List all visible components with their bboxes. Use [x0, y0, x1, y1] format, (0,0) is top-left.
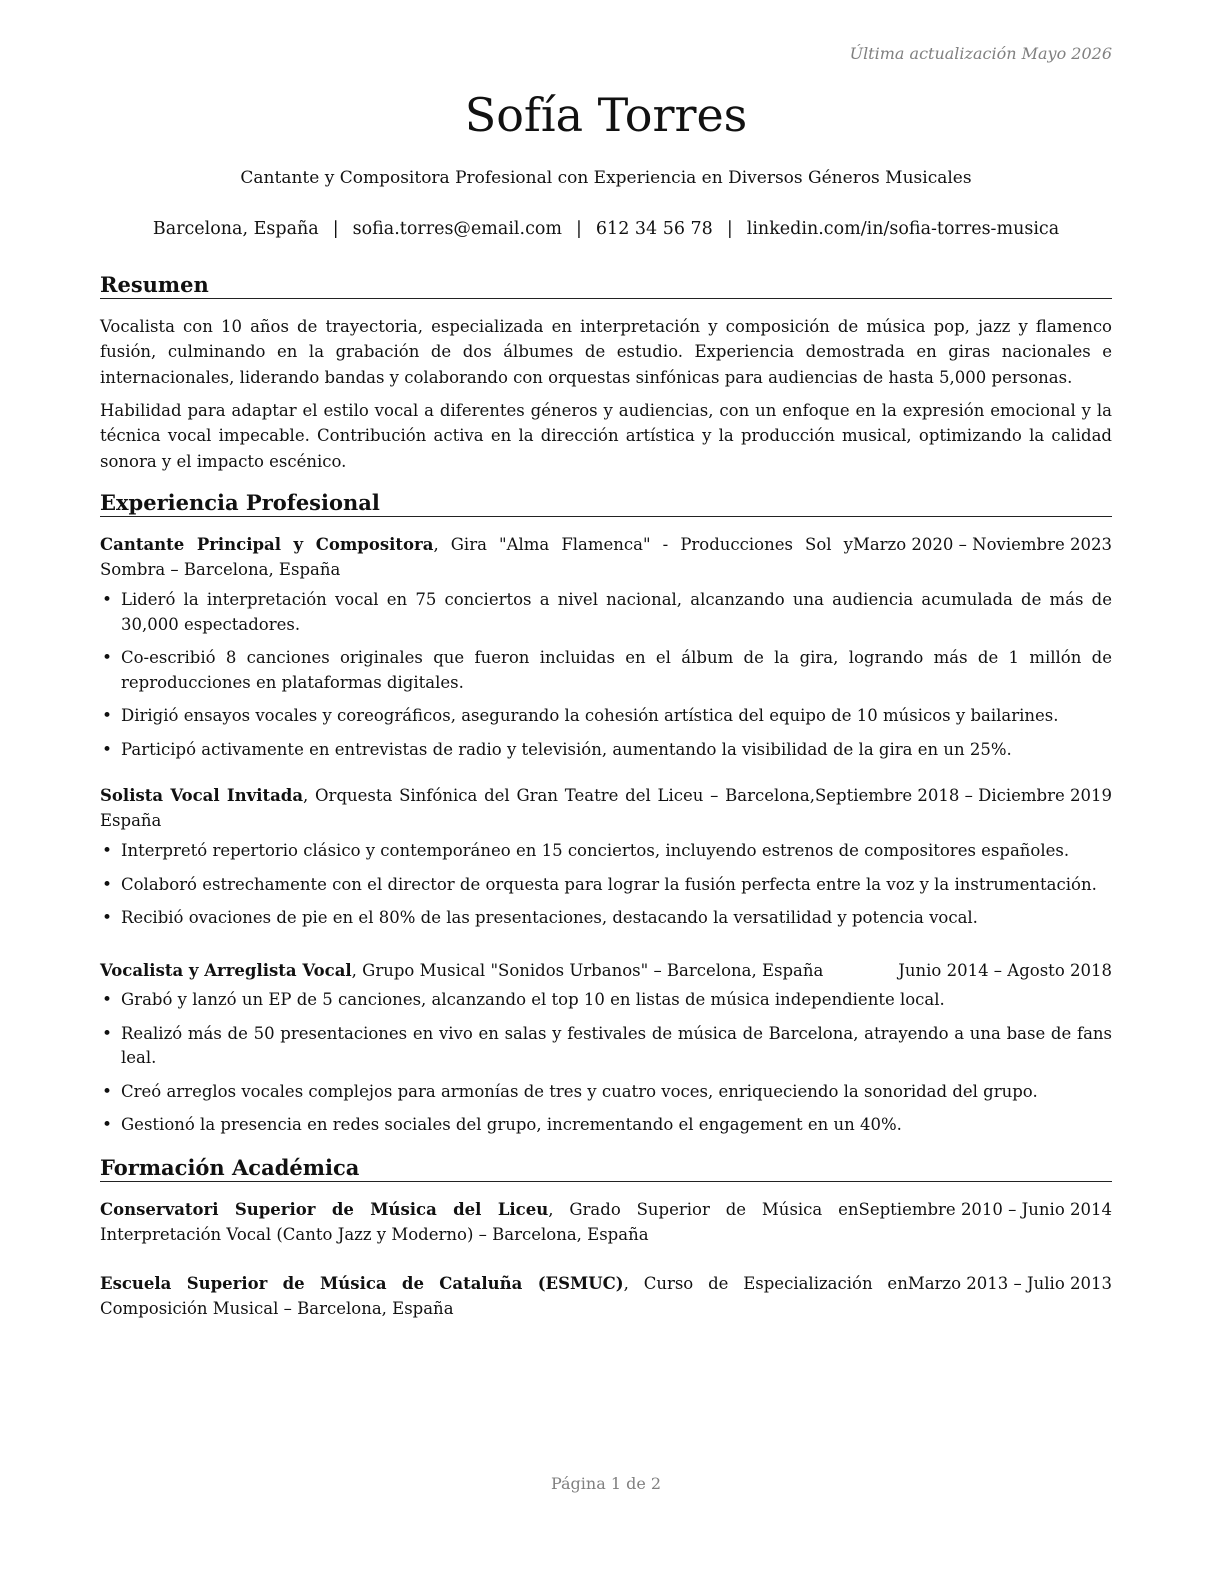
contact-location: Barcelona, España [152, 219, 319, 239]
contact-separator: | [576, 219, 582, 239]
list-item: • Participó activamente en entrevistas de radio y televisión, aumentando la visibilidad de la gira en un 25%. [100, 738, 1112, 763]
job-bullets [100, 588, 1112, 771]
list-item: • Lideró la interpretación vocal en 75 conciertos a nivel nacional, alcanzando una audiencia acumulada de más de 30,000 espectadores. [100, 588, 1112, 637]
job-bullets [100, 988, 1112, 1147]
education-detail: , Grado Superior de Música en Interpretación Vocal (Canto Jazz y Moderno) – Barcelona, España [100, 1200, 859, 1244]
education-detail: , Curso de Especialización en Composición Musical – Barcelona, España [100, 1274, 908, 1318]
job-organization: , Grupo Musical "Sonidos Urbanos" – Barcelona, España [351, 961, 824, 980]
candidate-name: Sofía Torres [464, 88, 748, 142]
job-organization: , Gira "Alma Flamenca" - Producciones Sol y Sombra – Barcelona, España [100, 535, 853, 579]
education-heading [100, 1198, 1112, 1247]
list-item: • Gestionó la presencia en redes sociales del grupo, incrementando el engagement en un 40%. [100, 1113, 1112, 1138]
page-number: Página 1 de 2 [550, 1474, 662, 1493]
contact-separator: | [332, 219, 339, 239]
job-heading [100, 784, 1112, 833]
job-role: Solista Vocal Invitada [100, 786, 304, 805]
section-title-summary: Resumen [100, 272, 1112, 299]
job-role: Cantante Principal y Compositora [100, 535, 434, 554]
education-school: Escuela Superior de Música de Cataluña (ESMUC) [100, 1274, 624, 1293]
contact-linkedin[interactable]: linkedin.com/in/sofia-torres-musica [746, 219, 1060, 239]
contact-separator: | [726, 219, 733, 239]
list-item: • Interpretó repertorio clásico y contemporáneo en 15 conciertos, incluyendo estrenos de compositores españoles. [100, 839, 1112, 864]
resume-page [100, 0, 1112, 1584]
list-item: • Co-escribió 8 canciones originales que fueron incluidas en el álbum de la gira, logrando más de 1 millón de reproducciones en plataformas digitales. [100, 646, 1112, 695]
job-heading [100, 959, 1112, 984]
list-item: • Colaboró estrechamente con el director de orquesta para lograr la fusión perfecta entre la voz y la instrumentación. [100, 873, 1112, 898]
job-dates: Septiembre 2018 – Diciembre 2019 [814, 786, 1112, 805]
education-dates: Septiembre 2010 – Junio 2014 [858, 1200, 1112, 1219]
list-item: • Creó arreglos vocales complejos para armonías de tres y cuatro voces, enriqueciendo la sonoridad del grupo. [100, 1080, 1112, 1105]
list-item: • Dirigió ensayos vocales y coreográficos, asegurando la cohesión artística del equipo de 10 músicos y bailarines. [100, 704, 1112, 729]
list-item: • Realizó más de 50 presentaciones en vivo en salas y festivales de música de Barcelona, atrayendo a una base de fans leal. [100, 1022, 1112, 1071]
education-dates: Marzo 2013 – Julio 2013 [907, 1274, 1112, 1293]
job-organization: , Orquesta Sinfónica del Gran Teatre del Liceu – Barcelona, España [100, 786, 815, 830]
job-heading [100, 533, 1112, 582]
tagline: Cantante y Compositora Profesional con Experiencia en Diversos Géneros Musicales [240, 168, 972, 188]
education-heading [100, 1272, 1112, 1321]
job-role: Vocalista y Arreglista Vocal [100, 961, 352, 980]
summary-paragraph: Vocalista con 10 años de trayectoria, especializada en interpretación y composición de música pop, jazz y flamenco fusión, culminando en la grabación de dos álbumes de estudio. Experiencia demostrada en giras nacionales e internacionales, liderando bandas y colaborando con orquestas sinfónicas para audiencias de hasta 5,000 personas. [100, 317, 1112, 387]
last-updated: Última actualización Mayo 2026 [849, 44, 1112, 63]
section-title-education: Formación Académica [100, 1155, 1112, 1182]
education-school: Conservatori Superior de Música del Liceu [100, 1200, 549, 1219]
contact-email[interactable]: sofia.torres@email.com [352, 219, 563, 239]
section-title-experience: Experiencia Profesional [100, 490, 1112, 517]
list-item: • Grabó y lanzó un EP de 5 canciones, alcanzando el top 10 en listas de música independiente local. [100, 988, 1112, 1013]
contact-phone: 612 34 56 78 [595, 219, 713, 239]
job-dates: Marzo 2020 – Noviembre 2023 [852, 535, 1112, 554]
contact-line [100, 219, 1112, 239]
summary-paragraph: Habilidad para adaptar el estilo vocal a diferentes géneros y audiencias, con un enfoque en la expresión emocional y la técnica vocal impecable. Contribución activa en la dirección artística y la producción musical, optimizando la calidad sonora y el impacto escénico. [100, 401, 1112, 471]
list-item: • Recibió ovaciones de pie en el 80% de las presentaciones, destacando la versatilidad y potencia vocal. [100, 906, 1112, 931]
job-dates: Junio 2014 – Agosto 2018 [898, 961, 1112, 980]
job-bullets [100, 839, 1112, 940]
